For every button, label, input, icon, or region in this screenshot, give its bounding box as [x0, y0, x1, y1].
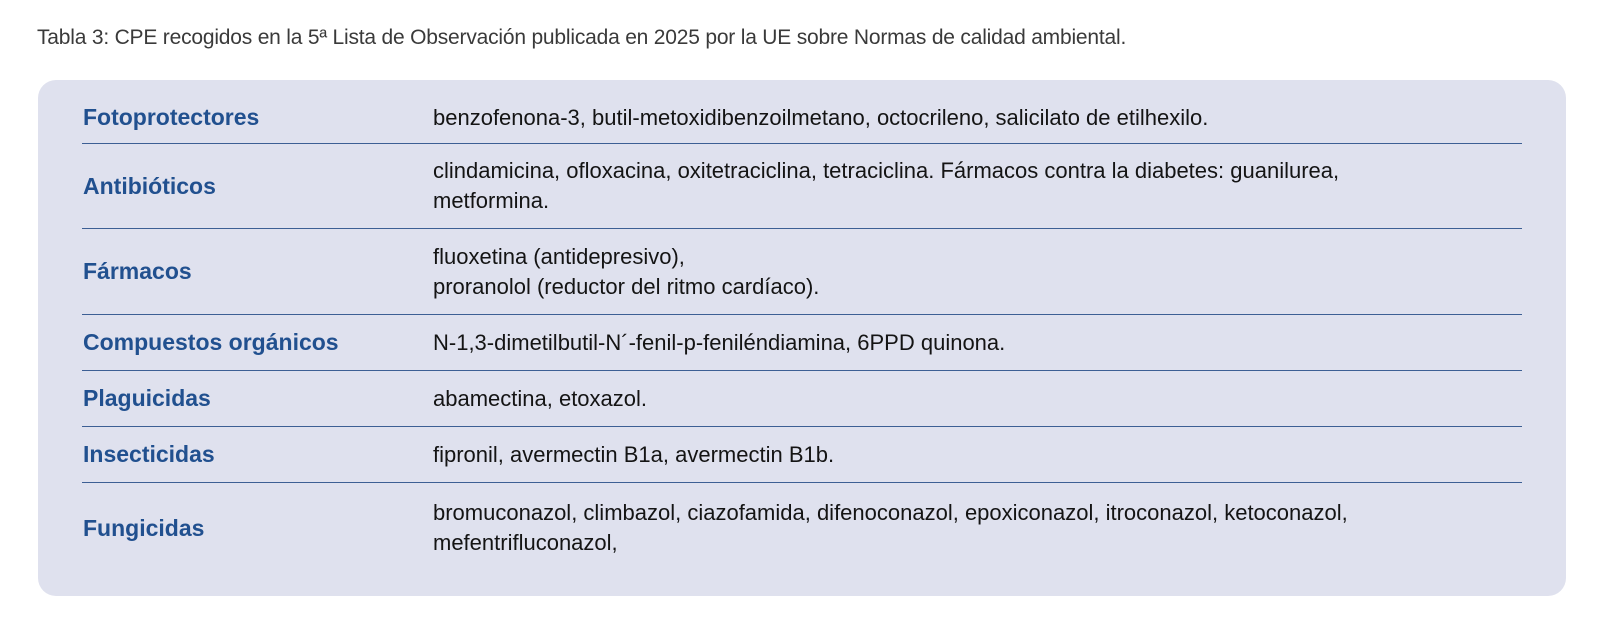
- category-description: [433, 103, 1522, 133]
- table-panel: [38, 80, 1566, 596]
- category-description: [433, 440, 1522, 470]
- category-description: [433, 242, 1522, 302]
- description-line: mefentrifluconazol,: [433, 530, 618, 555]
- table-row-insecticidas: [82, 427, 1522, 483]
- contaminants-table: [82, 92, 1522, 573]
- category-label: Antibióticos: [83, 172, 216, 199]
- table-row-compuestos-organicos: [82, 315, 1522, 371]
- category-label: Fungicidas: [83, 514, 205, 541]
- description-line: fluoxetina (antidepresivo),: [433, 243, 685, 269]
- description-line: fipronil, avermectin B1a, avermectin B1b.: [433, 441, 835, 467]
- table-row-farmacos: [82, 229, 1522, 315]
- category-label: Fármacos: [83, 258, 192, 284]
- description-line: benzofenona-3, butil-metoxidibenzoilmetano, octocrileno, salicilato de etilhexilo.: [433, 104, 1209, 130]
- description-line: abamectina, etoxazol.: [433, 385, 648, 411]
- category-description: [433, 328, 1522, 358]
- category-label: Compuestos orgánicos: [83, 329, 339, 355]
- category-description: [433, 384, 1522, 414]
- table-caption: Tabla 3: CPE recogidos en la 5ª Lista de Observación publicada en 2025 por la UE sobre Normas de calidad ambiental.: [37, 26, 1127, 49]
- category-label: Insecticidas: [83, 441, 215, 467]
- table-row-fotoprotectores: [82, 92, 1522, 144]
- category-label: Fotoprotectores: [83, 104, 260, 130]
- description-line: bromuconazol, climbazol, ciazofamida, difenoconazol, epoxiconazol, itroconazol, ketoconazol,: [433, 500, 1348, 525]
- table-row-antibioticos: [82, 144, 1522, 229]
- description-line: N-1,3-dimetilbutil-N´-fenil-p-feniléndiamina, 6PPD quinona.: [433, 329, 1006, 355]
- description-line: metformina.: [433, 188, 550, 213]
- description-line: proranolol (reductor del ritmo cardíaco).: [433, 273, 820, 299]
- category-label: Plaguicidas: [83, 385, 211, 411]
- table-row-plaguicidas: [82, 371, 1522, 427]
- category-description: [433, 156, 1522, 216]
- description-line: clindamicina, ofloxacina, oxitetraciclina, tetraciclina. Fármacos contra la diabetes: guanilurea,: [433, 158, 1340, 183]
- table-row-fungicidas: [82, 483, 1522, 573]
- category-description: [433, 498, 1522, 558]
